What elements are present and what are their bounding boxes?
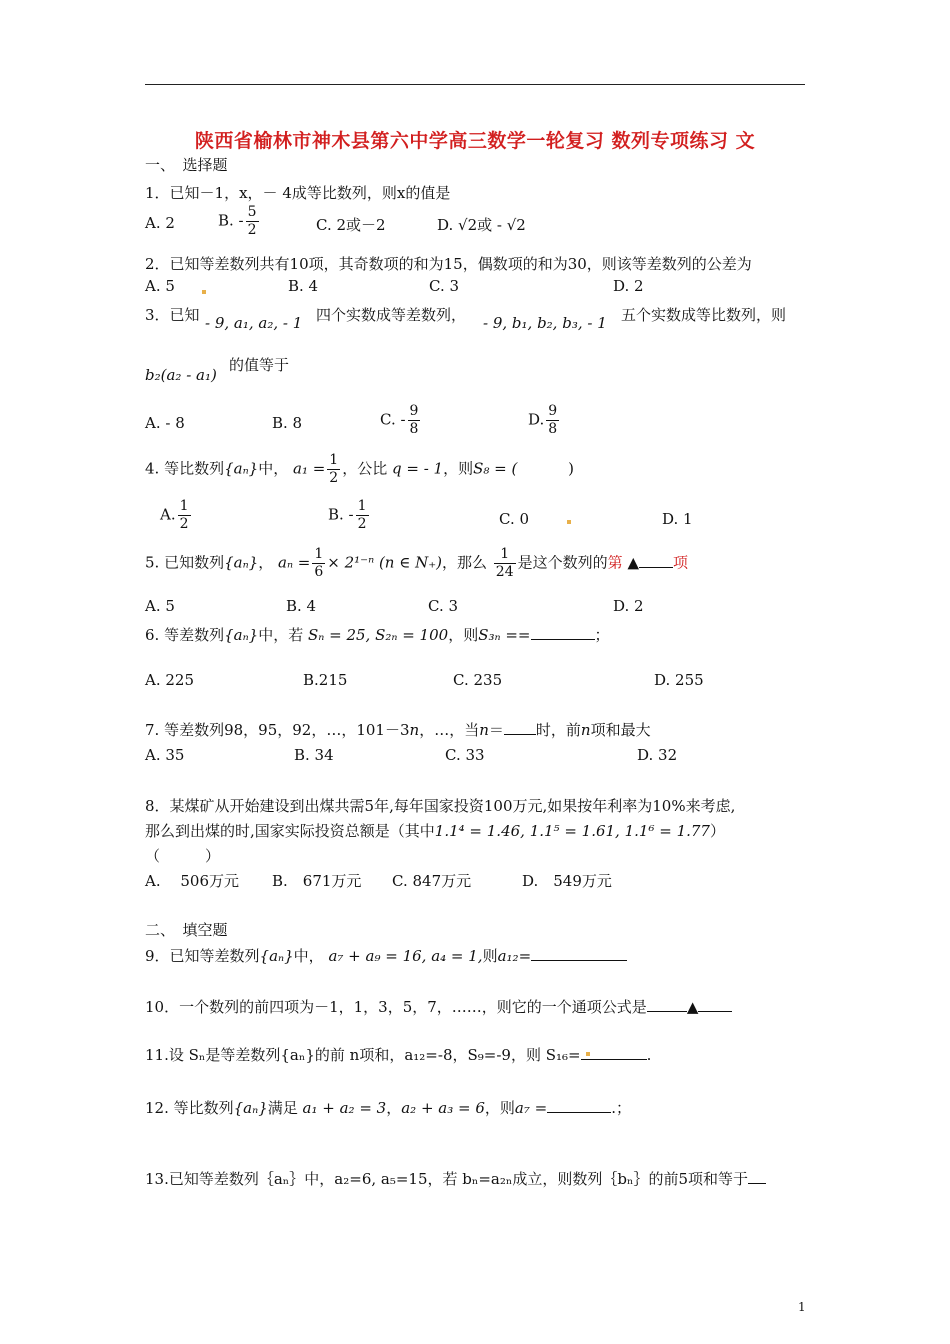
q5-option-c: C. 3 xyxy=(428,597,459,615)
scan-artifact-dot xyxy=(202,290,206,294)
section-fill-label: 二、 填空题 xyxy=(145,921,228,939)
q1-option-c: C. 2或－2 xyxy=(316,216,386,234)
q4-line: 4. 等比数列{aₙ}中， a₁ = $\frac{1}{2}$ ，公比 q = - 1，则S₈ = ( ) xyxy=(145,452,575,486)
q8-option-b: B. 671万元 xyxy=(272,872,362,890)
q7-option-c: C. 33 xyxy=(445,746,485,764)
q8-option-a: A. 506万元 xyxy=(145,872,239,890)
q1-option-a: A. 2 xyxy=(145,214,175,232)
q3-option-a: A. - 8 xyxy=(145,414,185,432)
q4-option-b: B. - $\frac{1}{2}$ xyxy=(328,498,367,532)
q3-option-b: B. 8 xyxy=(272,414,303,432)
q4-option-d: D. 1 xyxy=(662,510,693,528)
q10-line: 10．一个数列的前四项为－1，1，3，5，7，……，则它的一个通项公式是 ▲ xyxy=(145,996,732,1017)
q8-option-c: C. 847万元 xyxy=(392,872,472,890)
q3-option-c: C. - $\frac{9}{8}$ xyxy=(380,403,419,437)
q12-line: 12. 等比数列{aₙ}满足 a₁ + a₂ = 3，a₂ + a₃ = 6，则a₇ = .； xyxy=(145,1099,631,1117)
q2-option-d: D. 2 xyxy=(613,277,644,295)
q3-math-3: b₂(a₂ - a₁) xyxy=(145,366,217,384)
q3-text-1: 3．已知 xyxy=(145,306,200,324)
q3-math-2: - 9, b₁, b₂, b₃, - 1 xyxy=(483,314,607,332)
page-title: 陕西省榆林市神木县第六中学高三数学一轮复习 数列专项练习 文 xyxy=(194,130,756,152)
q7-option-b: B. 34 xyxy=(294,746,334,764)
scan-artifact-dot xyxy=(586,1052,590,1056)
q4-option-c: C. 0 xyxy=(499,510,530,528)
q5-option-a: A. 5 xyxy=(145,597,175,615)
q6-option-a: A. 225 xyxy=(145,671,194,689)
q5-option-b: B. 4 xyxy=(286,597,317,615)
q5-line: 5. 已知数列{aₙ}， aₙ = $\frac{1}{6}$ × 2¹⁻ⁿ (n ∈ N₊)，那么 $\frac{1}{24}$ 是这个数列的第 ▲ 项 xyxy=(145,546,688,580)
q3-text-4: 的值等于 xyxy=(229,356,290,374)
q1-option-d: D. √2或 - √2 xyxy=(437,216,526,234)
q2-stem: 2．已知等差数列共有10项，其奇数项的和为15，偶数项的和为30，则该等差数列的公差为 xyxy=(145,255,752,273)
q11-line: 11.设 Sₙ是等差数列{aₙ}的前 n项和，a₁₂=-8，S₉=-9，则 S₁₆= . xyxy=(145,1046,652,1064)
q1-option-b: B. - $\frac{5}{2}$ xyxy=(218,204,257,238)
scan-artifact-dot xyxy=(567,520,571,524)
q8-line-1: 8．某煤矿从开始建设到出煤共需5年,每年国家投资100万元,如果按年利率为10%来考虑, xyxy=(145,797,736,815)
q5-option-d: D. 2 xyxy=(613,597,644,615)
q6-option-c: C. 235 xyxy=(453,671,503,689)
q3-text-2: 四个实数成等差数列， xyxy=(316,306,467,324)
q2-option-b: B. 4 xyxy=(288,277,319,295)
page-number: 1 xyxy=(798,1300,806,1314)
q6-line: 6. 等差数列{aₙ}中，若 Sₙ = 25, S₂ₙ = 100，则S₃ₙ == ； xyxy=(145,626,610,644)
q13-line: 13.已知等差数列｛aₙ｝中，a₂=6, a₅=15，若 bₙ=a₂ₙ成立，则数列｛bₙ｝的前5项和等于 xyxy=(145,1168,766,1189)
q2-option-c: C. 3 xyxy=(429,277,460,295)
q9-line: 9．已知等差数列{aₙ}中， a₇ + a₉ = 16, a₄ = 1,则a₁₂= xyxy=(145,945,627,966)
q8-option-d: D. 549万元 xyxy=(522,872,612,890)
q3-math-1: - 9, a₁, a₂, - 1 xyxy=(205,314,303,332)
q7-option-d: D. 32 xyxy=(637,746,678,764)
q1-stem: 1．已知－1，x，－ 4成等比数列，则x的值是 xyxy=(145,184,451,202)
q8-line-3: （ ） xyxy=(145,847,221,865)
header-rule xyxy=(145,84,805,85)
q7-line: 7. 等差数列98，95，92，…，101－3n，…，当n＝ 时，前n项和最大 xyxy=(145,721,651,739)
q8-line-2: 那么到出煤的时,国家实际投资总额是（其中1.1⁴ = 1.46, 1.1⁵ = 1.61, 1.1⁶ = 1.77） xyxy=(145,822,725,840)
q6-option-b: B.215 xyxy=(303,671,348,689)
q3-option-d: D. $\frac{9}{8}$ xyxy=(528,403,558,437)
q2-option-a: A. 5 xyxy=(145,277,175,295)
q4-option-a: A. $\frac{1}{2}$ xyxy=(160,498,189,532)
section-choice-label: 一、 选择题 xyxy=(145,156,228,174)
q3-text-3: 五个实数成等比数列，则 xyxy=(621,306,787,324)
q6-option-d: D. 255 xyxy=(654,671,704,689)
q7-option-a: A. 35 xyxy=(145,746,185,764)
